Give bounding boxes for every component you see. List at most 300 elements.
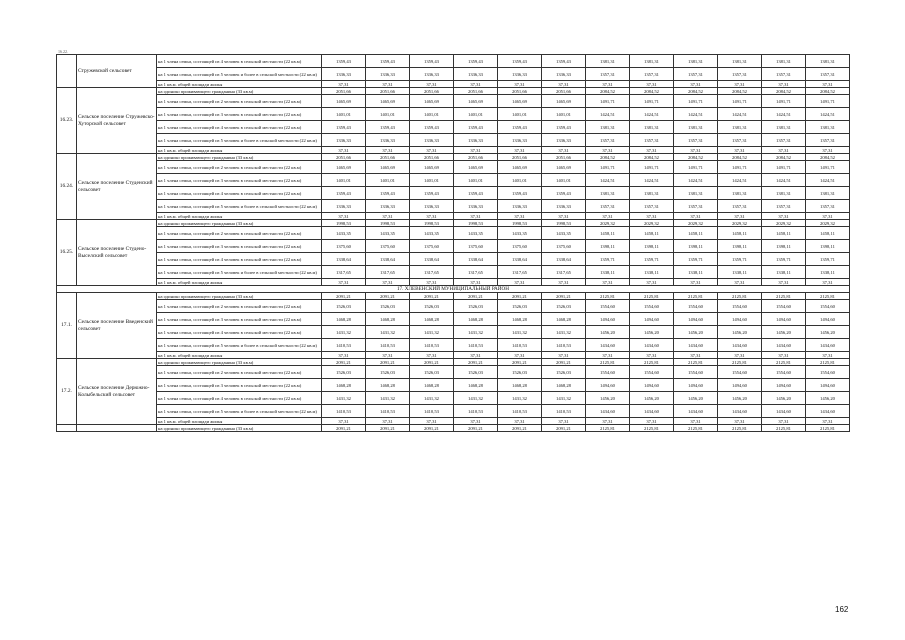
value-cell-period-1: 1317,65 xyxy=(454,266,498,279)
value-cell-period-1: 1526,03 xyxy=(498,300,542,313)
value-cell-period-1: 37,31 xyxy=(322,213,366,220)
category-label: на 1 члена семьи, состоящей из 3 человек в сельской местности (22 кв.м) xyxy=(157,108,322,121)
table-row xyxy=(57,227,850,240)
value-cell-period-2: 37,31 xyxy=(674,279,718,286)
value-cell-period-1: 2091,21 xyxy=(322,425,366,432)
value-cell-period-2: 1491,71 xyxy=(718,95,762,108)
category-label: на 1 члена семьи, состоящей из 3 человек в сельской местности (22 кв.м) xyxy=(157,240,322,253)
value-cell-period-1: 37,31 xyxy=(366,279,410,286)
value-cell-period-2: 2084,52 xyxy=(718,154,762,161)
value-cell-period-1: 1401,01 xyxy=(366,108,410,121)
table-row xyxy=(57,313,850,326)
value-cell-period-2: 1424,51 xyxy=(630,108,674,121)
value-cell-period-2: 1381,31 xyxy=(718,121,762,134)
category-label: на 1 члена семьи, состоящей из 3 человек в сельской местности (22 кв.м) xyxy=(157,379,322,392)
value-cell-period-2: 1456,20 xyxy=(586,392,630,405)
category-label: на 1 члена семьи, состоящей из 2 человек в сельской местности (22 кв.м) xyxy=(157,300,322,313)
table-row xyxy=(57,326,850,339)
value-cell-period-2: 1381,31 xyxy=(586,187,630,200)
value-cell-period-1: 1526,03 xyxy=(454,300,498,313)
value-cell-period-2: 2125,81 xyxy=(718,359,762,366)
value-cell-period-2: 1458,11 xyxy=(586,227,630,240)
value-cell-period-1: 37,31 xyxy=(410,279,454,286)
value-cell-period-1: 1465,69 xyxy=(454,95,498,108)
value-cell-period-1: 1336,33 xyxy=(498,134,542,147)
value-cell-period-1: 1359,43 xyxy=(454,55,498,68)
value-cell-period-1: 2091,21 xyxy=(322,359,366,366)
table-row xyxy=(57,187,850,200)
value-cell-period-2: 1494,60 xyxy=(630,313,674,326)
value-cell-period-1: 1336,33 xyxy=(366,134,410,147)
value-cell-period-2: 1494,60 xyxy=(806,379,850,392)
value-cell-period-1: 1336,33 xyxy=(542,68,586,81)
value-cell-period-2: 1434,60 xyxy=(718,339,762,352)
value-cell-period-2: 1359,71 xyxy=(674,253,718,266)
value-cell-period-1: 1336,33 xyxy=(454,200,498,213)
value-cell-period-1: 1468,28 xyxy=(498,313,542,326)
value-cell-period-2: 1381,31 xyxy=(718,187,762,200)
value-cell-period-1: 1431,32 xyxy=(498,392,542,405)
value-cell-period-1: 1433,35 xyxy=(498,227,542,240)
settlement-code: 16.23. xyxy=(57,88,77,154)
category-label: на 1 члена семьи, состоящей из 4 человек в сельской местности (22 кв.м) xyxy=(157,55,322,68)
value-cell-period-1: 37,31 xyxy=(542,418,586,425)
value-cell-period-1: 1375,60 xyxy=(366,240,410,253)
value-cell-period-2: 1434,60 xyxy=(762,339,806,352)
table-row xyxy=(57,68,850,81)
value-cell-period-1: 2051,66 xyxy=(322,154,366,161)
value-cell-period-2: 1554,60 xyxy=(674,300,718,313)
value-cell-period-1: 1359,43 xyxy=(410,121,454,134)
table-row xyxy=(57,154,850,161)
settlement-code: 17.2. xyxy=(57,359,77,425)
value-cell-period-2: 1494,60 xyxy=(806,313,850,326)
value-cell-period-2: 1491,71 xyxy=(586,161,630,174)
value-cell-period-2: 2029,32 xyxy=(762,220,806,227)
table-row xyxy=(57,293,850,300)
value-cell-period-2: 37,31 xyxy=(718,418,762,425)
value-cell-period-1: 1338,64 xyxy=(498,253,542,266)
value-cell-period-2: 1381,31 xyxy=(718,55,762,68)
value-cell-period-1: 1465,69 xyxy=(322,161,366,174)
category-label: на 1 члена семьи, состоящей из 4 человек в сельской местности (22 кв.м) xyxy=(157,326,322,339)
table-row xyxy=(57,366,850,379)
value-cell-period-1: 1410,53 xyxy=(542,405,586,418)
table-row xyxy=(57,339,850,352)
value-cell-period-1: 2051,66 xyxy=(498,154,542,161)
value-cell-period-2: 1381,31 xyxy=(806,121,850,134)
value-cell-period-1: 2051,66 xyxy=(366,88,410,95)
value-cell-period-1: 2051,66 xyxy=(542,154,586,161)
value-cell-period-2: 1554,60 xyxy=(718,366,762,379)
value-cell-period-1: 37,31 xyxy=(366,81,410,88)
value-cell-period-2: 1456,20 xyxy=(674,326,718,339)
value-cell-period-2: 37,31 xyxy=(762,279,806,286)
value-cell-period-1: 1468,28 xyxy=(410,313,454,326)
value-cell-period-1: 1338,64 xyxy=(410,253,454,266)
value-cell-period-1: 37,31 xyxy=(454,279,498,286)
settlement-name: Сельское поселение Студено-Выселский сельсовет xyxy=(77,220,157,286)
value-cell-period-1: 1410,53 xyxy=(322,339,366,352)
value-cell-period-2: 1456,20 xyxy=(630,326,674,339)
value-cell-period-2: 1491,71 xyxy=(586,95,630,108)
table-row xyxy=(57,425,850,432)
value-cell-period-1: 1410,53 xyxy=(366,405,410,418)
value-cell-period-2: 1554,60 xyxy=(630,366,674,379)
value-cell-period-2: 1381,31 xyxy=(586,55,630,68)
value-cell-period-2: 1434,60 xyxy=(630,339,674,352)
value-cell-period-1: 37,31 xyxy=(366,418,410,425)
value-cell-period-2: 1381,31 xyxy=(674,121,718,134)
value-cell-period-1: 1526,03 xyxy=(542,366,586,379)
value-cell-period-1: 1317,65 xyxy=(322,266,366,279)
value-cell-period-1: 1468,28 xyxy=(542,313,586,326)
value-cell-period-1: 1401,01 xyxy=(410,174,454,187)
value-cell-period-1: 2091,21 xyxy=(454,359,498,366)
value-cell-period-1: 1526,03 xyxy=(366,300,410,313)
value-cell-period-1: 1526,03 xyxy=(498,366,542,379)
value-cell-period-1: 1359,43 xyxy=(366,187,410,200)
value-cell-period-2: 1456,20 xyxy=(718,326,762,339)
value-cell-period-1: 1431,32 xyxy=(454,326,498,339)
value-cell-period-2: 1424,51 xyxy=(806,108,850,121)
value-cell-period-2: 1494,60 xyxy=(586,313,630,326)
value-cell-period-1: 1433,35 xyxy=(454,227,498,240)
value-cell-period-1: 2051,66 xyxy=(454,88,498,95)
value-cell-period-2: 2084,52 xyxy=(630,154,674,161)
value-cell-period-2: 1456,20 xyxy=(806,326,850,339)
value-cell-period-2: 1456,20 xyxy=(762,392,806,405)
category-label: на 1 члена семьи, состоящей из 2 человек в сельской местности (22 кв.м) xyxy=(157,95,322,108)
value-cell-period-1: 1526,03 xyxy=(454,366,498,379)
value-cell-period-2: 1424,51 xyxy=(762,174,806,187)
page-number: 162 xyxy=(835,605,849,614)
table-row xyxy=(57,418,850,425)
value-cell-period-2: 1357,31 xyxy=(586,200,630,213)
value-cell-period-1: 37,31 xyxy=(322,418,366,425)
value-cell-period-1: 2091,21 xyxy=(542,425,586,432)
value-cell-period-1: 1465,69 xyxy=(454,161,498,174)
category-label: на одиноко проживающего гражданина (33 кв.м) xyxy=(157,425,322,432)
value-cell-period-1: 1336,33 xyxy=(498,200,542,213)
value-cell-period-2: 1494,60 xyxy=(630,379,674,392)
value-cell-period-1: 1998,53 xyxy=(410,220,454,227)
value-cell-period-1: 1317,65 xyxy=(366,266,410,279)
category-label: на 1 члена семьи, состоящей из 5 человек и более в сельской местности (22 кв.м) xyxy=(157,68,322,81)
value-cell-period-2: 1424,51 xyxy=(586,108,630,121)
settlement-name xyxy=(77,425,157,432)
value-cell-period-2: 1381,31 xyxy=(630,187,674,200)
category-label: на 1 члена семьи, состоящей из 4 человек в сельской местности (22 кв.м) xyxy=(157,121,322,134)
value-cell-period-1: 1410,53 xyxy=(498,405,542,418)
value-cell-period-1: 1359,43 xyxy=(498,187,542,200)
value-cell-period-1: 37,31 xyxy=(410,147,454,154)
value-cell-period-2: 37,31 xyxy=(718,352,762,359)
value-cell-period-1: 2051,66 xyxy=(366,154,410,161)
value-cell-period-1: 1410,53 xyxy=(410,339,454,352)
category-label: на 1 члена семьи, состоящей из 5 человек и более в сельской местности (22 кв.м) xyxy=(157,200,322,213)
value-cell-period-2: 1381,31 xyxy=(762,121,806,134)
value-cell-period-2: 37,31 xyxy=(762,418,806,425)
value-cell-period-1: 1431,32 xyxy=(410,326,454,339)
value-cell-period-2: 37,31 xyxy=(630,147,674,154)
value-cell-period-1: 1317,65 xyxy=(542,266,586,279)
value-cell-period-2: 1554,60 xyxy=(718,300,762,313)
value-cell-period-2: 2029,32 xyxy=(806,220,850,227)
table-row xyxy=(57,392,850,405)
value-cell-period-1: 37,31 xyxy=(498,147,542,154)
settlement-code: 17.1. xyxy=(57,293,77,359)
category-label: на 1 кв.м. общей площади жилья xyxy=(157,279,322,286)
value-cell-period-2: 2125,81 xyxy=(762,359,806,366)
category-label: на 1 кв.м. общей площади жилья xyxy=(157,352,322,359)
value-cell-period-1: 1375,60 xyxy=(410,240,454,253)
value-cell-period-1: 37,31 xyxy=(542,81,586,88)
value-cell-period-2: 37,31 xyxy=(762,352,806,359)
settlement-code: 16.25. xyxy=(57,220,77,286)
value-cell-period-2: 1458,11 xyxy=(718,227,762,240)
value-cell-period-2: 1554,60 xyxy=(762,300,806,313)
value-cell-period-2: 1434,60 xyxy=(762,405,806,418)
value-cell-period-1: 37,31 xyxy=(454,352,498,359)
value-cell-period-2: 1491,71 xyxy=(630,161,674,174)
value-cell-period-1: 1336,33 xyxy=(542,134,586,147)
category-label: на 1 члена семьи, состоящей из 3 человек в сельской местности (22 кв.м) xyxy=(157,174,322,187)
value-cell-period-1: 37,31 xyxy=(542,279,586,286)
value-cell-period-1: 1359,43 xyxy=(498,55,542,68)
value-cell-period-2: 1494,60 xyxy=(718,313,762,326)
value-cell-period-1: 1431,32 xyxy=(542,392,586,405)
value-cell-period-2: 1434,60 xyxy=(806,405,850,418)
table-row xyxy=(57,147,850,154)
value-cell-period-1: 1465,69 xyxy=(322,95,366,108)
settlement-name: Сельское поселение Дерюжно-Колыбельский сельсовет xyxy=(77,359,157,425)
value-cell-period-2: 1494,60 xyxy=(586,379,630,392)
value-cell-period-1: 37,31 xyxy=(410,81,454,88)
value-cell-period-1: 1359,43 xyxy=(366,55,410,68)
value-cell-period-1: 2051,66 xyxy=(410,88,454,95)
value-cell-period-1: 1336,33 xyxy=(498,68,542,81)
value-cell-period-2: 1434,60 xyxy=(586,405,630,418)
section-title: 17. ХЛЕВЕНСКИЙ МУНИЦИПАЛЬНЫЙ РАЙОН xyxy=(57,286,850,293)
value-cell-period-1: 1468,28 xyxy=(322,313,366,326)
value-cell-period-2: 1357,31 xyxy=(718,200,762,213)
value-cell-period-1: 1410,53 xyxy=(498,339,542,352)
settlement-name: Сельское поселение Студенский сельсовет xyxy=(77,154,157,220)
value-cell-period-1: 37,31 xyxy=(498,213,542,220)
value-cell-period-2: 1458,11 xyxy=(630,227,674,240)
settlement-name: Стружевской сельсовет xyxy=(77,55,157,88)
value-cell-period-1: 1359,43 xyxy=(542,121,586,134)
table-row xyxy=(57,81,850,88)
category-label: на 1 члена семьи, состоящей из 2 человек в сельской местности (22 кв.м) xyxy=(157,161,322,174)
value-cell-period-1: 2051,66 xyxy=(454,154,498,161)
table-row xyxy=(57,240,850,253)
value-cell-period-1: 1336,33 xyxy=(366,200,410,213)
value-cell-period-1: 37,31 xyxy=(498,352,542,359)
value-cell-period-1: 1401,01 xyxy=(542,174,586,187)
table-row xyxy=(57,200,850,213)
table-row xyxy=(57,88,850,95)
value-cell-period-1: 37,31 xyxy=(498,81,542,88)
value-cell-period-1: 1431,32 xyxy=(366,392,410,405)
value-cell-period-2: 2125,81 xyxy=(806,293,850,300)
value-cell-period-2: 1381,31 xyxy=(806,55,850,68)
value-cell-period-2: 1338,11 xyxy=(630,266,674,279)
value-cell-period-2: 1434,60 xyxy=(718,405,762,418)
value-cell-period-1: 37,31 xyxy=(322,81,366,88)
value-cell-period-2: 1357,31 xyxy=(762,68,806,81)
value-cell-period-2: 1357,31 xyxy=(718,68,762,81)
value-cell-period-1: 2091,21 xyxy=(454,293,498,300)
tariff-table xyxy=(56,54,850,432)
value-cell-period-1: 1468,28 xyxy=(454,313,498,326)
category-label: на 1 члена семьи, состоящей из 3 человек в сельской местности (22 кв.м) xyxy=(157,313,322,326)
value-cell-period-2: 1398,11 xyxy=(630,240,674,253)
value-cell-period-2: 1381,31 xyxy=(674,55,718,68)
value-cell-period-1: 1410,53 xyxy=(454,339,498,352)
value-cell-period-2: 1398,11 xyxy=(718,240,762,253)
value-cell-period-2: 2084,52 xyxy=(718,88,762,95)
value-cell-period-1: 37,31 xyxy=(454,81,498,88)
value-cell-period-1: 1359,43 xyxy=(322,187,366,200)
value-cell-period-2: 1338,11 xyxy=(718,266,762,279)
value-cell-period-1: 1465,69 xyxy=(366,95,410,108)
value-cell-period-1: 37,31 xyxy=(366,352,410,359)
value-cell-period-1: 2051,66 xyxy=(322,88,366,95)
value-cell-period-2: 1494,60 xyxy=(674,379,718,392)
value-cell-period-2: 37,31 xyxy=(806,147,850,154)
value-cell-period-1: 37,31 xyxy=(366,147,410,154)
category-label: на 1 члена семьи, состоящей из 5 человек и более в сельской местности (22 кв.м) xyxy=(157,339,322,352)
value-cell-period-1: 1336,33 xyxy=(542,200,586,213)
value-cell-period-2: 1357,31 xyxy=(762,134,806,147)
table-row xyxy=(57,134,850,147)
value-cell-period-1: 1359,43 xyxy=(498,121,542,134)
value-cell-period-1: 1336,33 xyxy=(322,68,366,81)
value-cell-period-2: 1424,51 xyxy=(674,174,718,187)
value-cell-period-2: 37,31 xyxy=(806,352,850,359)
table-row xyxy=(57,253,850,266)
value-cell-period-1: 1338,64 xyxy=(542,253,586,266)
category-label: на 1 члена семьи, состоящей из 2 человек в сельской местности (22 кв.м) xyxy=(157,366,322,379)
value-cell-period-1: 37,31 xyxy=(542,147,586,154)
value-cell-period-2: 37,31 xyxy=(586,279,630,286)
value-cell-period-2: 2125,81 xyxy=(762,425,806,432)
value-cell-period-1: 2091,21 xyxy=(410,293,454,300)
value-cell-period-1: 1401,01 xyxy=(454,174,498,187)
value-cell-period-1: 37,31 xyxy=(322,279,366,286)
table-row xyxy=(57,266,850,279)
value-cell-period-2: 37,31 xyxy=(718,81,762,88)
value-cell-period-2: 1424,51 xyxy=(718,108,762,121)
value-cell-period-1: 1375,60 xyxy=(498,240,542,253)
value-cell-period-2: 1491,71 xyxy=(762,161,806,174)
value-cell-period-1: 1468,28 xyxy=(542,379,586,392)
value-cell-period-1: 37,31 xyxy=(542,352,586,359)
value-cell-period-1: 1465,69 xyxy=(542,161,586,174)
value-cell-period-1: 1998,53 xyxy=(322,220,366,227)
value-cell-period-2: 2029,32 xyxy=(586,220,630,227)
table-row xyxy=(57,405,850,418)
table-row xyxy=(57,300,850,313)
value-cell-period-2: 1357,31 xyxy=(674,68,718,81)
value-cell-period-1: 1401,01 xyxy=(498,174,542,187)
value-cell-period-1: 1465,69 xyxy=(366,161,410,174)
value-cell-period-1: 37,31 xyxy=(454,213,498,220)
cut-off-code: 16.22. xyxy=(58,49,68,54)
value-cell-period-1: 2091,21 xyxy=(542,293,586,300)
value-cell-period-2: 1424,51 xyxy=(630,174,674,187)
value-cell-period-1: 2051,66 xyxy=(410,154,454,161)
value-cell-period-1: 1401,01 xyxy=(542,108,586,121)
category-label: на 1 члена семьи, состоящей из 5 человек и более в сельской местности (22 кв.м) xyxy=(157,405,322,418)
value-cell-period-1: 1359,43 xyxy=(542,55,586,68)
value-cell-period-2: 2125,81 xyxy=(630,425,674,432)
value-cell-period-1: 1468,28 xyxy=(366,313,410,326)
settlement-name: Сельское поселение Стружевско-Хуторской сельсовет xyxy=(77,88,157,154)
value-cell-period-2: 1357,31 xyxy=(586,68,630,81)
category-label: на 1 кв.м. общей площади жилья xyxy=(157,418,322,425)
value-cell-period-1: 2091,21 xyxy=(542,359,586,366)
category-label: на одиноко проживающего гражданина (33 кв.м) xyxy=(157,88,322,95)
table-row xyxy=(57,352,850,359)
value-cell-period-2: 1434,60 xyxy=(630,405,674,418)
value-cell-period-1: 1375,60 xyxy=(454,240,498,253)
value-cell-period-2: 1434,60 xyxy=(586,339,630,352)
value-cell-period-2: 1554,60 xyxy=(586,300,630,313)
value-cell-period-2: 37,31 xyxy=(674,213,718,220)
value-cell-period-1: 1433,35 xyxy=(542,227,586,240)
value-cell-period-2: 37,31 xyxy=(718,213,762,220)
value-cell-period-2: 37,31 xyxy=(630,418,674,425)
value-cell-period-2: 1456,20 xyxy=(674,392,718,405)
value-cell-period-2: 1398,11 xyxy=(586,240,630,253)
value-cell-period-2: 2125,81 xyxy=(586,359,630,366)
value-cell-period-2: 2125,81 xyxy=(630,359,674,366)
value-cell-period-2: 1554,60 xyxy=(674,366,718,379)
value-cell-period-2: 1456,20 xyxy=(630,392,674,405)
value-cell-period-2: 37,31 xyxy=(630,352,674,359)
value-cell-period-2: 2125,81 xyxy=(718,293,762,300)
value-cell-period-2: 2125,81 xyxy=(762,293,806,300)
category-label: на 1 кв.м. общей площади жилья xyxy=(157,213,322,220)
settlement-code: 16.24. xyxy=(57,154,77,220)
value-cell-period-2: 37,31 xyxy=(762,147,806,154)
value-cell-period-2: 2084,52 xyxy=(806,88,850,95)
table-row xyxy=(57,174,850,187)
value-cell-period-2: 1554,60 xyxy=(762,366,806,379)
value-cell-period-1: 1468,28 xyxy=(322,379,366,392)
value-cell-period-2: 1434,60 xyxy=(806,339,850,352)
value-cell-period-1: 1465,69 xyxy=(498,95,542,108)
value-cell-period-1: 1401,01 xyxy=(498,108,542,121)
value-cell-period-2: 2125,81 xyxy=(674,293,718,300)
table-row xyxy=(57,121,850,134)
value-cell-period-1: 1998,53 xyxy=(542,220,586,227)
value-cell-period-1: 37,31 xyxy=(454,147,498,154)
value-cell-period-2: 37,31 xyxy=(630,279,674,286)
value-cell-period-2: 1424,51 xyxy=(586,174,630,187)
category-label: на 1 члена семьи, состоящей из 4 человек в сельской местности (22 кв.м) xyxy=(157,392,322,405)
value-cell-period-1: 1317,65 xyxy=(410,266,454,279)
value-cell-period-1: 1526,03 xyxy=(322,366,366,379)
value-cell-period-2: 1357,31 xyxy=(630,134,674,147)
value-cell-period-2: 1424,51 xyxy=(806,174,850,187)
value-cell-period-2: 37,31 xyxy=(674,147,718,154)
value-cell-period-2: 1491,71 xyxy=(674,161,718,174)
value-cell-period-1: 37,31 xyxy=(498,279,542,286)
